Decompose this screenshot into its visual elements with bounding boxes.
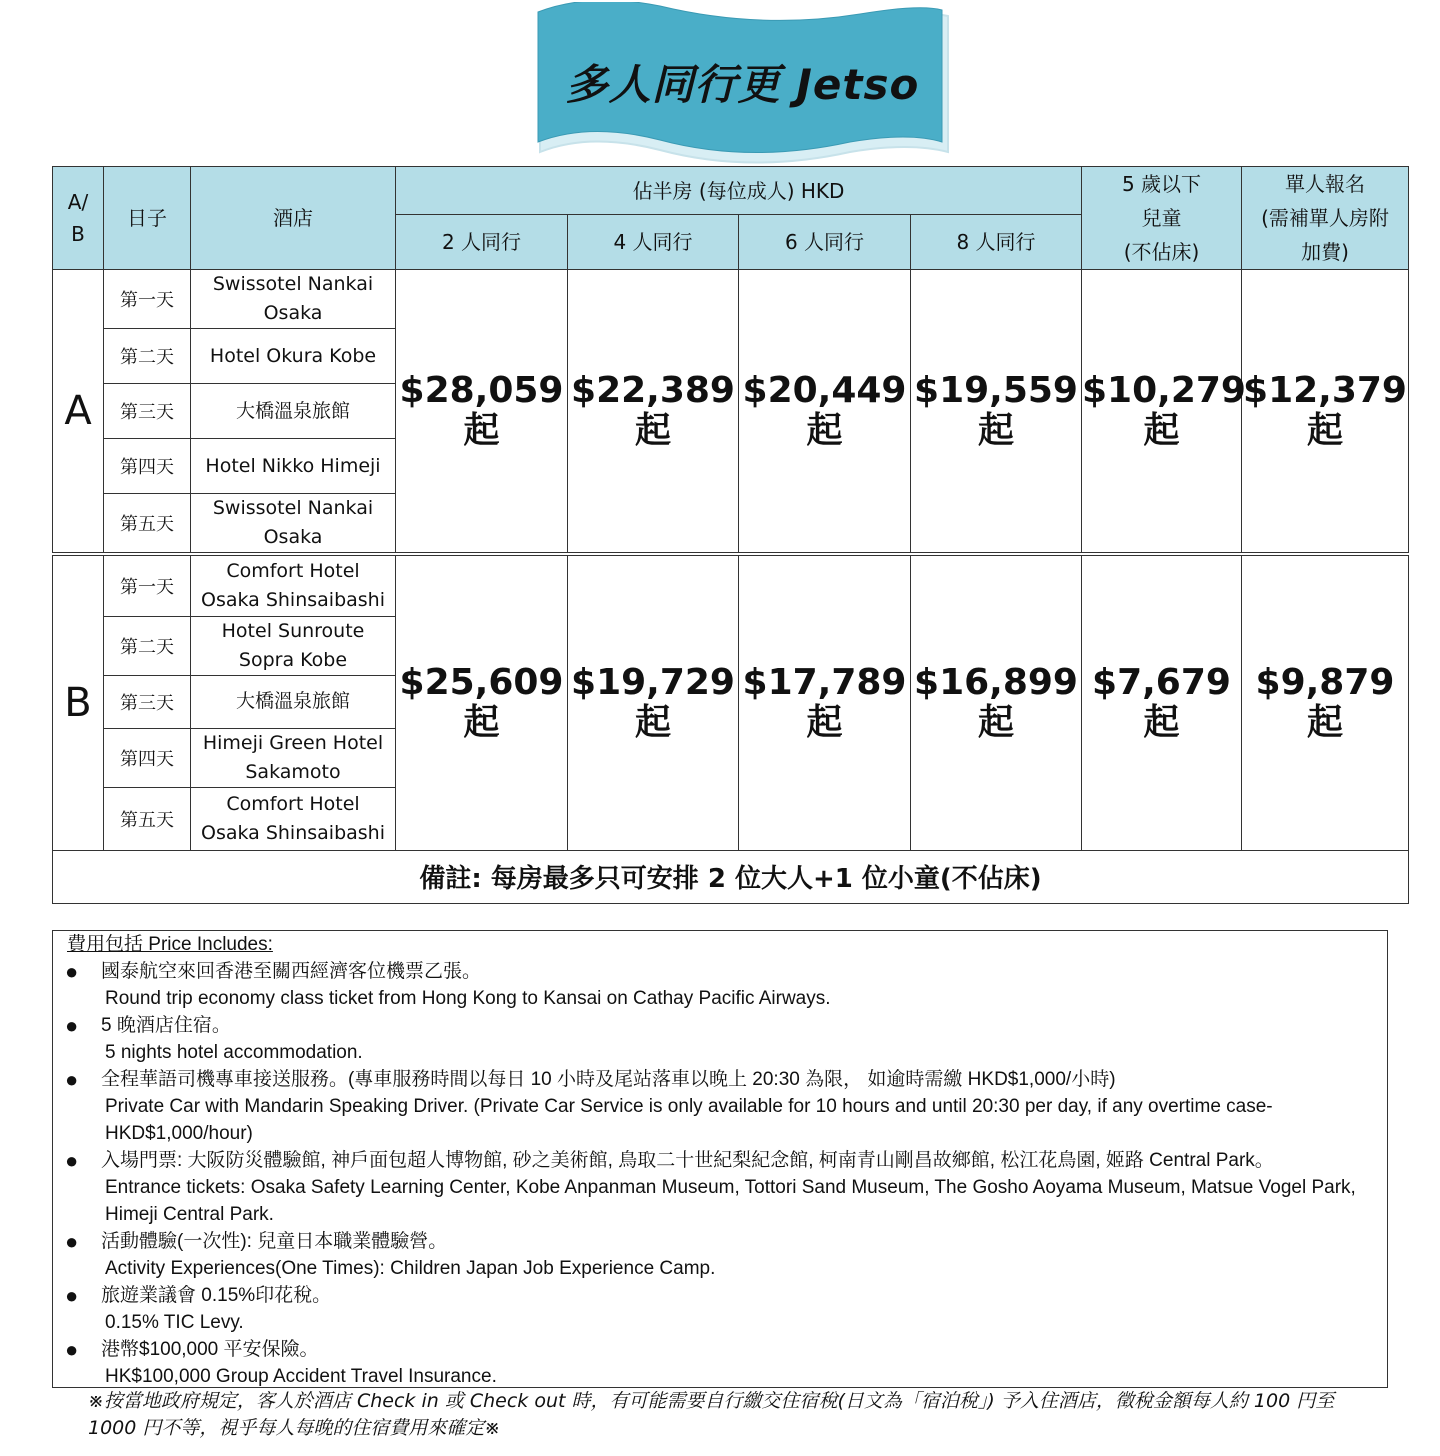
header-group: A/ B — [53, 167, 104, 270]
price-8-persons: $16,899 起 — [911, 554, 1082, 850]
day-cell: 第三天 — [104, 675, 191, 728]
day-cell: 第四天 — [104, 439, 191, 494]
day-cell: 第五天 — [104, 787, 191, 850]
bullet-icon: ● — [65, 1067, 79, 1092]
header-6-persons: 6 人同行 — [739, 215, 911, 270]
bullet-icon: ● — [65, 1013, 79, 1038]
bullet-icon: ● — [65, 1229, 79, 1254]
price-4-persons: $19,729 起 — [568, 554, 739, 850]
item-en: HK$100,000 Group Accident Travel Insurance. — [105, 1366, 497, 1387]
header-day: 日子 — [104, 167, 191, 270]
item-zh: 國泰航空來回香港至關西經濟客位機票乙張。 — [101, 961, 482, 982]
hotel-cell: Himeji Green Hotel Sakamoto — [191, 728, 396, 787]
item-en: 5 nights hotel accommodation. — [105, 1042, 363, 1063]
day-cell: 第四天 — [104, 728, 191, 787]
group-label: A — [53, 270, 104, 555]
header-share-room: 佔半房 (每位成人) HKD — [396, 167, 1082, 215]
item-zh: 港幣$100,000 平安保險。 — [101, 1339, 319, 1360]
item-zh: 旅遊業議會 0.15%印花稅。 — [101, 1285, 332, 1306]
item-en: Private Car with Mandarin Speaking Driver. (Private Car Service is only available for 10 hours and until 20:30 per day, if any overtime case-HKD$1,000/hour) — [105, 1096, 1273, 1144]
hotel-cell: Swissotel Nankai Osaka — [191, 270, 396, 329]
group-label: B — [53, 554, 104, 850]
hotel-cell: 大橋溫泉旅館 — [191, 384, 396, 439]
day-cell: 第一天 — [104, 554, 191, 616]
day-cell: 第二天 — [104, 616, 191, 675]
day-cell: 第三天 — [104, 384, 191, 439]
bullet-icon: ● — [65, 1283, 79, 1308]
item-zh: 全程華語司機專車接送服務。(專車服務時間以每日 10 小時及尾站落車以晚上 20:30 為限， 如逾時需繳 HKD$1,000/小時) — [101, 1069, 1116, 1090]
price-single: $12,379 起 — [1242, 270, 1409, 555]
table-row — [53, 270, 1409, 329]
hotel-cell: Comfort Hotel Osaka Shinsaibashi — [191, 787, 396, 850]
price-4-persons: $22,389 起 — [568, 270, 739, 555]
bullet-icon: ● — [65, 1148, 79, 1173]
header-2-persons: 2 人同行 — [396, 215, 568, 270]
table-note: 備註: 每房最多只可安排 2 位大人+1 位小童(不佔床) — [53, 850, 1409, 903]
price-child: $10,279 起 — [1082, 270, 1242, 555]
price-6-persons: $17,789 起 — [739, 554, 911, 850]
hotel-cell: 大橋溫泉旅館 — [191, 675, 396, 728]
price-2-persons: $25,609 起 — [396, 554, 568, 850]
table-row — [53, 554, 1409, 616]
day-cell: 第一天 — [104, 270, 191, 329]
bullet-icon: ● — [65, 959, 79, 984]
hotel-cell: Hotel Nikko Himeji — [191, 439, 396, 494]
header-child: 5 歲以下 兒童 (不佔床) — [1082, 167, 1242, 270]
item-zh: 活動體驗(一次性): 兒童日本職業體驗營。 — [101, 1231, 448, 1252]
includes-title: 費用包括 Price Includes: — [67, 934, 273, 955]
item-zh: 入場門票: 大阪防災體驗館, 神戶面包超人博物館, 砂之美術館, 鳥取二十世紀梨紀念館, 柯南青山剛昌故鄉館, 松江花鳥園, 姬路 Central Park。 — [101, 1150, 1274, 1171]
header-8-persons: 8 人同行 — [911, 215, 1082, 270]
item-en: 0.15% TIC Levy. — [105, 1312, 244, 1333]
hotel-cell: Hotel Okura Kobe — [191, 329, 396, 384]
banner-title: 多人同行更 Jetso — [565, 60, 920, 109]
bullet-icon: ● — [65, 1337, 79, 1362]
tax-footnote: ※按當地政府規定，客人於酒店 Check in 或 Check out 時，有可能需要自行繳交住宿稅(日文為「宿泊稅」) 予入住酒店，徵稅金額每人約 100 円至 1000 円不等，視乎每人每晚的住宿費用來確定※ — [88, 1390, 1335, 1439]
header-single: 單人報名 (需補單人房附 加費) — [1242, 167, 1409, 270]
day-cell: 第五天 — [104, 494, 191, 555]
item-zh: 5 晚酒店住宿。 — [101, 1015, 231, 1036]
price-includes-box — [52, 930, 1388, 1388]
price-6-persons: $20,449 起 — [739, 270, 911, 555]
item-en: Activity Experiences(One Times): Children Japan Job Experience Camp. — [105, 1258, 716, 1279]
price-child: $7,679 起 — [1082, 554, 1242, 850]
item-en: Entrance tickets: Osaka Safety Learning Center, Kobe Anpanman Museum, Tottori Sand Museum, The Gosho Aoyama Museum, Matsue Vogel Park, Himeji Central Park. — [105, 1177, 1356, 1225]
price-table — [52, 166, 1409, 904]
hotel-cell: Comfort Hotel Osaka Shinsaibashi — [191, 554, 396, 616]
hotel-cell: Swissotel Nankai Osaka — [191, 494, 396, 555]
price-2-persons: $28,059 起 — [396, 270, 568, 555]
day-cell: 第二天 — [104, 329, 191, 384]
hotel-cell: Hotel Sunroute Sopra Kobe — [191, 616, 396, 675]
price-single: $9,879 起 — [1242, 554, 1409, 850]
item-en: Round trip economy class ticket from Hong Kong to Kansai on Cathay Pacific Airways. — [105, 988, 831, 1009]
header-hotel: 酒店 — [191, 167, 396, 270]
price-8-persons: $19,559 起 — [911, 270, 1082, 555]
header-4-persons: 4 人同行 — [568, 215, 739, 270]
